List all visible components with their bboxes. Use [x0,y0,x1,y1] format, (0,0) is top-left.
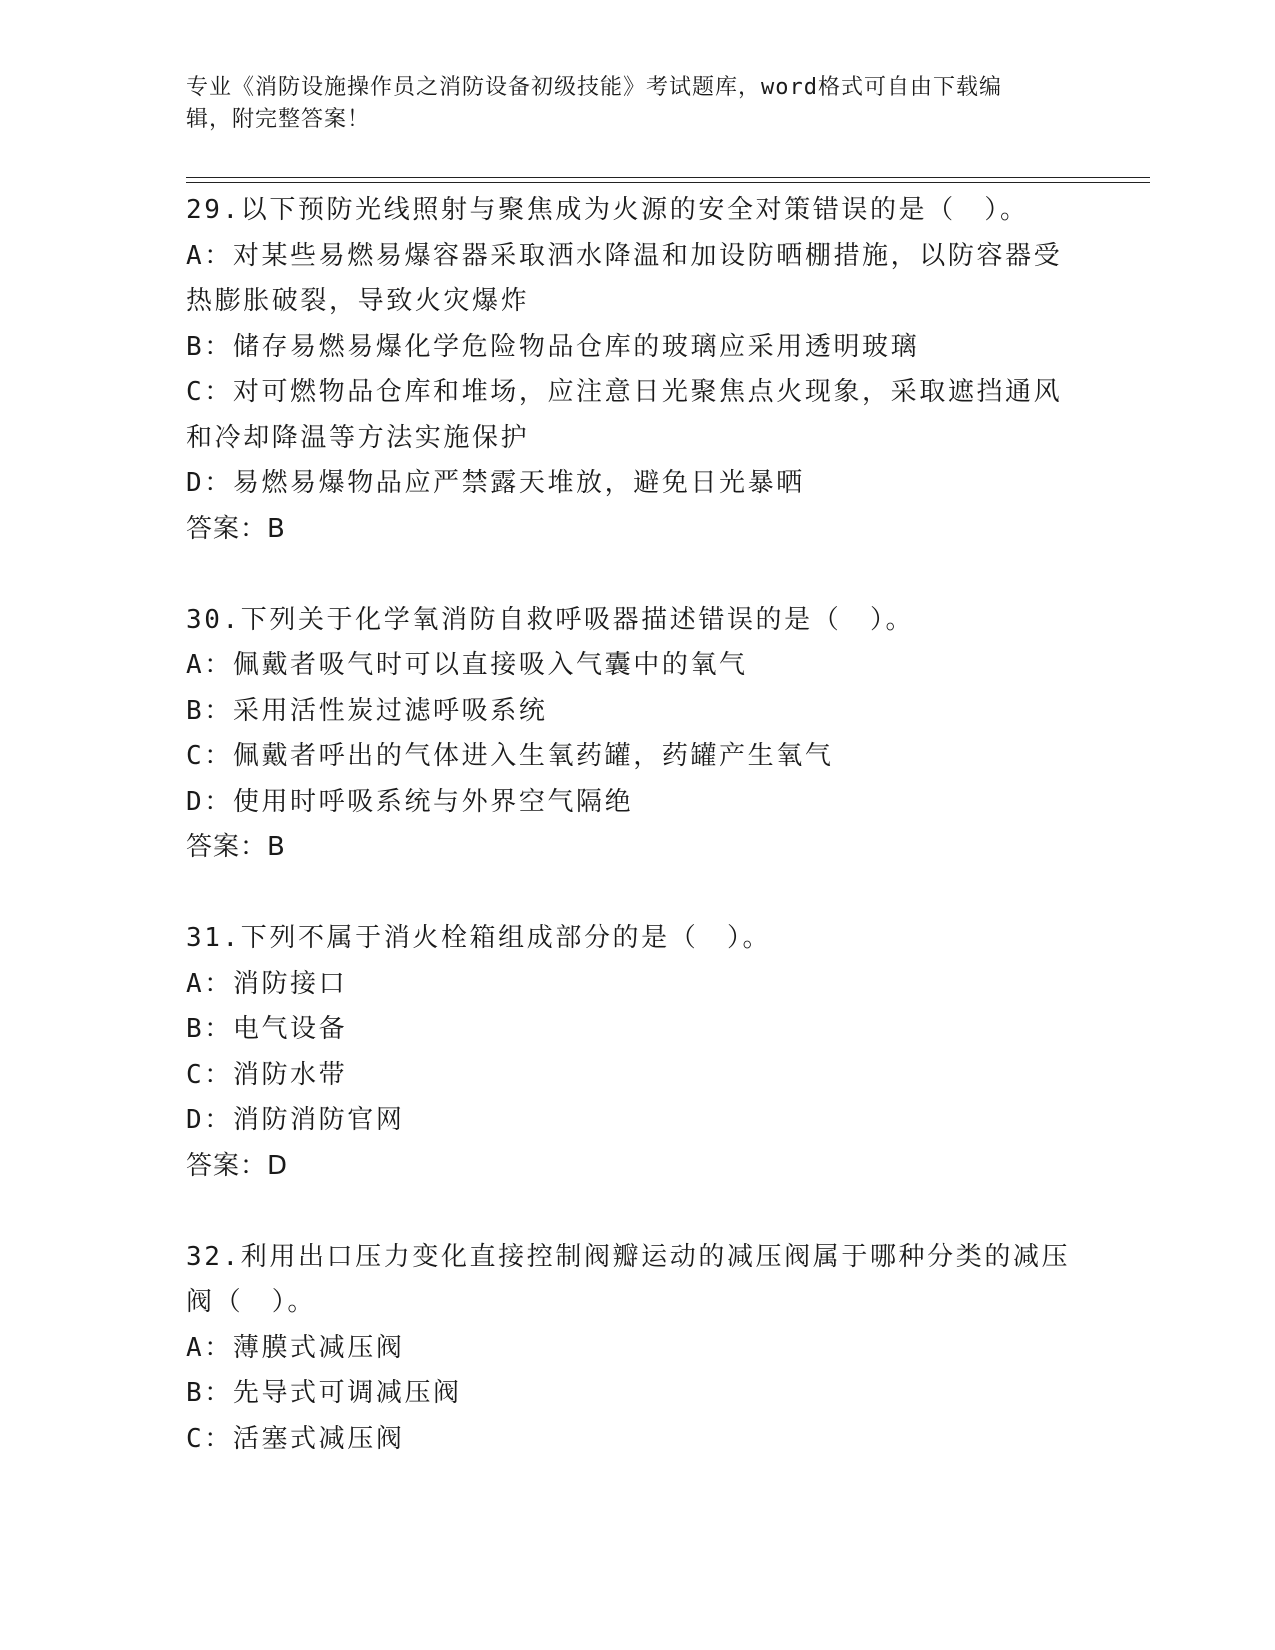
question-stem: 31.下列不属于消火栓箱组成部分的是（ ）。 [186,923,772,953]
question-spacer [186,871,1086,917]
answer-option: C：活塞式减压阀 [186,1423,405,1454]
question-block [186,598,1086,871]
question-block [186,188,1086,552]
answer-option: B：先导式可调减压阀 [186,1378,462,1408]
header-line-1: 专业《消防设施操作员之消防设备初级技能》考试题库，word格式可自由下载编 [186,75,1002,100]
question-spacer [186,1189,1086,1235]
answer-option: A：薄膜式减压阀 [186,1332,405,1363]
header-divider-top [186,177,1150,178]
header-divider-bottom [186,182,1150,183]
answer-option: 和冷却降温等方法实施保护 [186,422,530,453]
page-header [186,72,1066,136]
answer-option: C：对可燃物品仓库和堆场，应注意日光聚焦点火现象，采取遮挡通风 [186,377,1063,407]
answer-option: C：佩戴者呼出的气体进入生氧药罐，药罐产生氧气 [186,741,834,771]
question-block [186,1235,1086,1463]
answer-option: D：易燃易爆物品应严禁露天堆放，避免日光暴晒 [186,468,805,498]
question-stem: 阀（ ）。 [186,1287,317,1317]
answer-option: D：消防消防官网 [186,1105,405,1135]
correct-answer: 答案：B [186,513,286,544]
answer-option: D：使用时呼吸系统与外界空气隔绝 [186,786,634,817]
correct-answer: 答案：D [186,1150,289,1181]
answer-option: B：采用活性炭过滤呼吸系统 [186,695,548,726]
question-list [186,188,1086,1462]
question-spacer [186,552,1086,598]
answer-option: A：消防接口 [186,968,348,999]
question-stem: 32.利用出口压力变化直接控制阀瓣运动的减压阀属于哪种分类的减压 [186,1241,1071,1272]
correct-answer: 答案：B [186,832,286,862]
answer-option: A：对某些易燃易爆容器采取洒水降温和加设防晒棚措施，以防容器受 [186,240,1063,271]
header-line-2: 辑，附完整答案！ [186,107,371,132]
answer-option: C：消防水带 [186,1059,348,1090]
answer-option: A：佩戴者吸气时可以直接吸入气囊中的氧气 [186,650,748,680]
question-block [186,916,1086,1189]
answer-option: B：储存易燃易爆化学危险物品仓库的玻璃应采用透明玻璃 [186,331,920,362]
question-stem: 30.下列关于化学氧消防自救呼吸器描述错误的是（ ）。 [186,604,915,635]
answer-option: B：电气设备 [186,1014,348,1044]
question-stem: 29.以下预防光线照射与聚焦成为火源的安全对策错误的是（ ）。 [186,195,1029,225]
answer-option: 热膨胀破裂，导致火灾爆炸 [186,286,530,316]
